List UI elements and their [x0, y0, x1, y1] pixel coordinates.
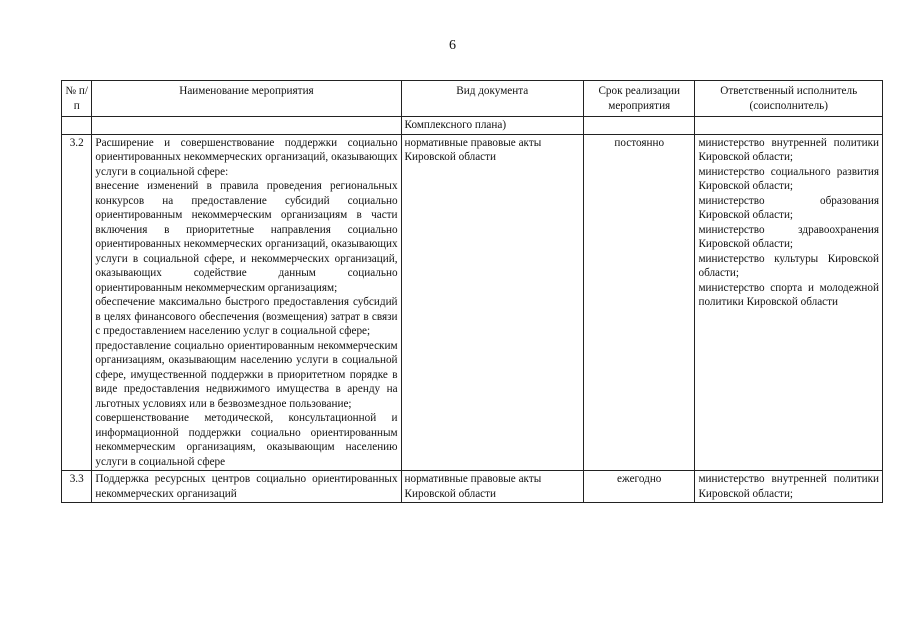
executor-item: министерство здравоохранения Кировской области; — [698, 223, 879, 250]
measure-paragraph: внесение изменений в правила проведения региональных конкурсов на предоставление субсидий социально ориентированным некоммерческим организациям в части включения в приоритетные направления социально ориентированных некоммерческих организаций, оказывающих услуги в социальной сфере, и некоммерческих организаций, оказывающих содействие данным социально ориентированным некоммерческим организациям; — [95, 180, 398, 294]
table-row — [62, 471, 883, 503]
cell-num — [62, 117, 92, 135]
cell-name — [92, 117, 401, 135]
table-row — [62, 134, 883, 471]
cell-resp — [695, 117, 883, 135]
cell-name — [92, 134, 401, 471]
page-number: 6 — [449, 38, 456, 53]
cell-num: 3.2 — [62, 134, 92, 471]
header-resp: Ответственный исполнитель (соисполнитель) — [695, 81, 883, 117]
executor-item: министерство спорта и молодежной политики Кировской области — [698, 281, 879, 308]
header-doc: Вид документа — [401, 81, 583, 117]
cell-doc: нормативные правовые акты Кировской области — [401, 471, 583, 503]
cell-doc: Комплексного плана) — [401, 117, 583, 135]
table-header-row — [62, 81, 883, 117]
measure-paragraph: обеспечение максимально быстрого предоставления субсидий в целях финансового обеспечения (возмещения) затрат в связи с предоставлением населению услуг в социальной сфере; — [95, 296, 398, 337]
measure-paragraph: совершенствование методической, консультационной и информационной поддержки социально ориентированным некоммерческим организациям, оказывающим населению услуги в социальной сфере — [95, 412, 398, 468]
measure-paragraph: Поддержка ресурсных центров социально ориентированных некоммерческих организаций — [95, 473, 398, 500]
executor-item: министерство культуры Кировской области; — [698, 252, 879, 279]
measures-table — [61, 80, 883, 503]
header-num: № п/п — [62, 81, 92, 117]
executor-item: министерство социального развития Кировской области; — [698, 165, 879, 192]
cell-term: постоянно — [583, 134, 694, 471]
cell-term — [583, 117, 694, 135]
cell-resp — [695, 471, 883, 503]
executor-item: министерство внутренней политики Кировской области; — [698, 136, 879, 163]
cell-term: ежегодно — [583, 471, 694, 503]
cell-name — [92, 471, 401, 503]
cell-num: 3.3 — [62, 471, 92, 503]
cell-resp — [695, 134, 883, 471]
table-row-continuation — [62, 117, 883, 135]
executor-item: министерство образования Кировской области; — [698, 194, 879, 221]
cell-doc: нормативные правовые акты Кировской области — [401, 134, 583, 471]
header-name: Наименование мероприятия — [92, 81, 401, 117]
measure-paragraph: предоставление социально ориентированным некоммерческим организациям, оказывающим населению услуги в социальной сфере, имущественной поддержки в приоритетном порядке в виде предоставления недвижимого имущества в аренду на льготных условиях или в безвозмездное пользование; — [95, 339, 398, 410]
header-term: Срок реализации мероприятия — [583, 81, 694, 117]
measure-paragraph: Расширение и совершенствование поддержки социально ориентированных некоммерческих организаций, оказывающих услуги в социальной сфере: — [95, 136, 398, 178]
executor-item: министерство внутренней политики Кировской области; — [698, 473, 879, 500]
